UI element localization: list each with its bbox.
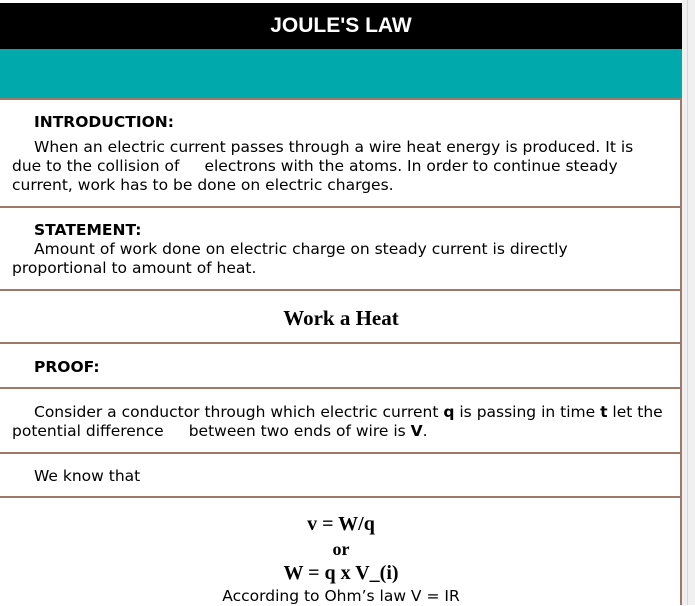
statement-heading: STATEMENT: [34,221,142,239]
relation-text: Work a Heat [283,306,399,330]
proof-line-2c: . [422,422,428,440]
divider [0,496,682,498]
divider [0,98,682,100]
statement-line-1: Amount of work done on electric charge on steady current is directly [34,240,568,258]
teal-banner [0,49,682,98]
intro-line-2b: electrons with the atoms. In order to continue steady [204,157,618,175]
introduction-text [12,138,677,195]
divider [0,342,682,344]
ohms-law-text: According to Ohm’s law V = IR [222,587,460,605]
intro-line-2a: due to the collision of [12,157,180,175]
page-title [0,3,682,49]
statement-line-2: proportional to amount of heat. [12,259,257,277]
intro-line-1: When an electric current passes through a wire heat energy is produced. It is [34,138,634,156]
proof-heading: PROOF: [34,358,100,376]
proof-text [12,403,677,441]
proof-line-1b: is passing in time [454,403,601,421]
proof-line-1a: Consider a conductor through which electric current [34,403,444,421]
introduction-heading: INTRODUCTION: [34,113,174,131]
equation-or: or [332,539,350,559]
equation-1: v = W/q [307,513,375,535]
proof-line-2b: between two ends of wire is [188,422,411,440]
divider [0,452,682,454]
we-know-line: We know that [34,467,141,485]
divider [0,206,682,208]
proof-line-2a: potential difference [12,422,164,440]
we-know-text [12,467,677,486]
scrollbar-track[interactable] [682,0,695,605]
title-text: JOULE'S LAW [270,14,412,37]
symbol-t: t [600,403,608,421]
divider [0,289,682,291]
statement-text [12,240,677,278]
symbol-v: V [410,422,423,440]
proof-line-1c: let the [607,403,663,421]
divider [0,387,682,389]
intro-line-3: current, work has to be done on electric charges. [12,176,394,194]
equation-2: W = q x V_(i) [283,562,399,584]
scrollbar-edge [687,0,688,605]
symbol-q: q [443,403,455,421]
